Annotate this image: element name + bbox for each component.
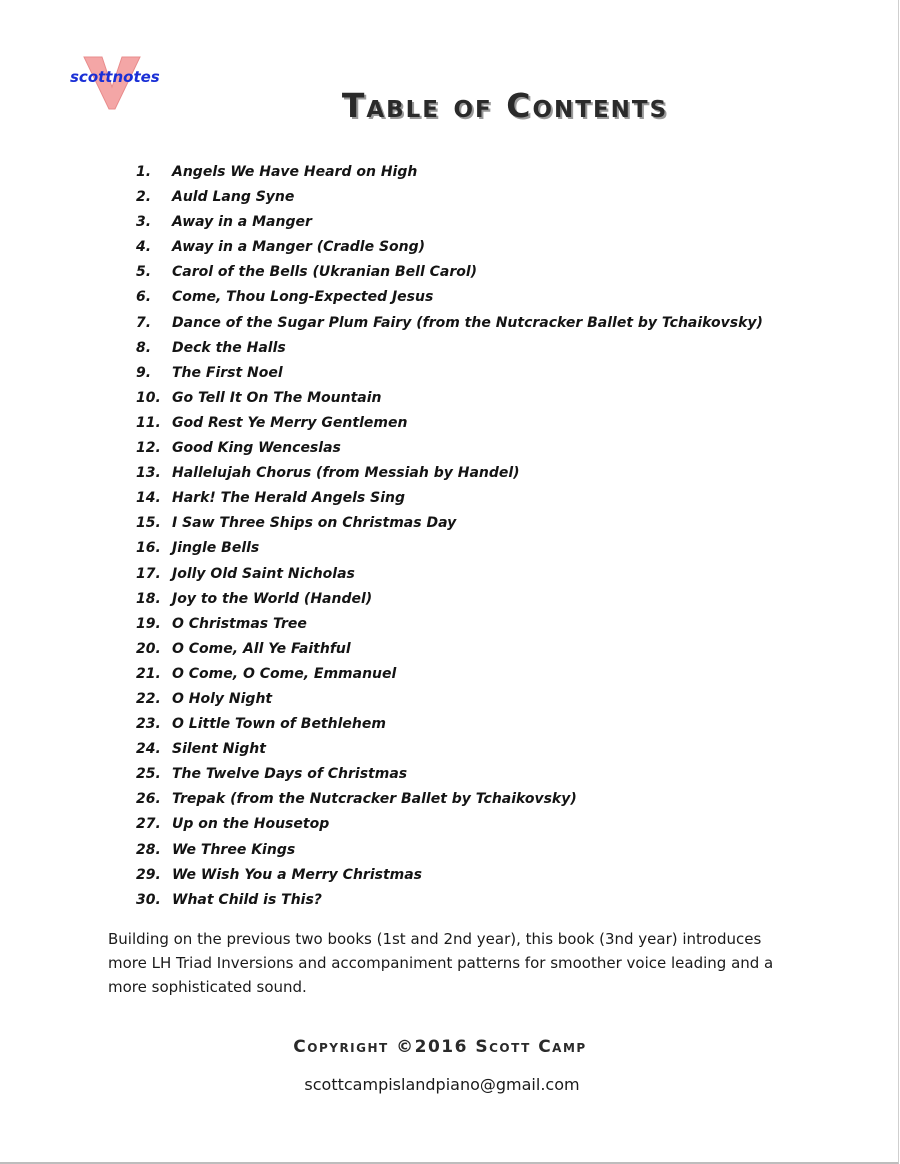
toc-item <box>136 812 763 837</box>
toc-item <box>136 787 763 812</box>
table-of-contents <box>136 160 763 913</box>
toc-item-title: Away in a Manger (Cradle Song) <box>172 239 426 256</box>
toc-item-number: 7. <box>136 314 152 331</box>
toc-item-title: Hallelujah Chorus (from Messiah by Handel) <box>172 465 520 482</box>
toc-item-number: 10. <box>136 389 161 406</box>
toc-item-number: 28. <box>136 841 161 858</box>
toc-item <box>136 637 763 662</box>
toc-item-title: Jingle Bells <box>172 540 260 557</box>
toc-item <box>136 160 763 185</box>
toc-item-number: 2. <box>136 189 152 206</box>
toc-item-title: Jolly Old Saint Nicholas <box>172 565 355 582</box>
toc-item-title: Auld Lang Syne <box>172 189 295 206</box>
toc-item-title: God Rest Ye Merry Gentlemen <box>172 414 408 431</box>
toc-item-number: 15. <box>136 515 161 532</box>
toc-item-number: 4. <box>136 239 152 256</box>
copyright-notice: Copyright ©2016 Scott Camp <box>293 1037 587 1057</box>
toc-item-title: Deck the Halls <box>172 339 286 356</box>
toc-item-number: 27. <box>136 816 161 833</box>
toc-item-number: 21. <box>136 665 161 682</box>
toc-item <box>136 311 763 336</box>
toc-item <box>136 185 763 210</box>
toc-item-title: Dance of the Sugar Plum Fairy (from the Nutcracker Ballet by Tchaikovsky) <box>172 314 763 331</box>
toc-item-number: 20. <box>136 640 161 657</box>
toc-item-number: 8. <box>136 339 152 356</box>
toc-item-number: 19. <box>136 615 161 632</box>
toc-item <box>136 235 763 260</box>
toc-item-number: 5. <box>136 264 152 281</box>
toc-item-title: What Child is This? <box>172 891 322 908</box>
toc-item-number: 17. <box>136 565 161 582</box>
toc-item-title: Angels We Have Heard on High <box>172 164 418 180</box>
toc-item-title: The First Noel <box>172 364 283 381</box>
toc-item-title: Come, Thou Long-Expected Jesus <box>172 289 434 306</box>
toc-item-number: 23. <box>136 716 161 733</box>
toc-item-title: Hark! The Herald Angels Sing <box>172 490 405 507</box>
toc-item-title: Trepak (from the Nutcracker Ballet by Tchaikovsky) <box>172 791 577 808</box>
toc-item-title: Carol of the Bells (Ukranian Bell Carol) <box>172 264 478 281</box>
toc-item-number: 22. <box>136 690 161 707</box>
toc-item <box>136 687 763 712</box>
toc-item-number: 16. <box>136 540 161 557</box>
toc-item-number: 29. <box>136 866 161 883</box>
logo-text: scottnotes <box>70 68 160 86</box>
toc-item-number: 12. <box>136 440 161 457</box>
toc-item-number: 18. <box>136 590 161 607</box>
toc-item-number: 3. <box>136 214 152 231</box>
toc-item <box>136 361 763 386</box>
toc-item-number: 9. <box>136 364 152 381</box>
toc-item <box>136 511 763 536</box>
toc-item-title: Silent Night <box>172 741 266 758</box>
toc-item <box>136 436 763 461</box>
toc-item-number: 24. <box>136 741 161 758</box>
contact-email: scottcampislandpiano@gmail.com <box>304 1075 580 1094</box>
toc-item-title: O Christmas Tree <box>172 615 307 632</box>
toc-item-number: 6. <box>136 289 152 306</box>
toc-item <box>136 562 763 587</box>
toc-item-title: Joy to the World (Handel) <box>172 590 373 607</box>
toc-item-title: O Little Town of Bethlehem <box>172 716 386 733</box>
toc-item-title: Away in a Manger <box>172 214 312 231</box>
toc-item-number: 1. <box>136 164 152 180</box>
toc-item-title: Up on the Housetop <box>172 816 330 833</box>
toc-item-title: I Saw Three Ships on Christmas Day <box>172 515 457 532</box>
toc-item-title: The Twelve Days of Christmas <box>172 766 408 783</box>
toc-item <box>136 461 763 486</box>
page-title: Table of Contents <box>341 86 669 125</box>
toc-item-title: O Come, All Ye Faithful <box>172 640 351 657</box>
toc-item <box>136 662 763 687</box>
toc-item-number: 26. <box>136 791 161 808</box>
toc-item-title: O Come, O Come, Emmanuel <box>172 665 397 682</box>
book-description: Building on the previous two books (1st and 2nd year), this book (3nd year) introduces more LH Triad Inversions and accompaniment patterns for smoother voice leading and a more sophisticated sound. <box>108 930 774 996</box>
toc-item <box>136 712 763 737</box>
toc-item-title: O Holy Night <box>172 690 273 707</box>
toc-item <box>136 863 763 888</box>
toc-item <box>136 210 763 235</box>
toc-item <box>136 336 763 361</box>
toc-item <box>136 486 763 511</box>
toc-item <box>136 411 763 436</box>
toc-item-title: We Three Kings <box>172 841 296 858</box>
toc-item <box>136 762 763 787</box>
toc-item-title: We Wish You a Merry Christmas <box>172 866 423 883</box>
toc-item <box>136 285 763 310</box>
toc-item-number: 13. <box>136 465 161 482</box>
toc-item-number: 11. <box>136 414 161 431</box>
toc-item <box>136 888 763 913</box>
toc-item <box>136 612 763 637</box>
toc-item-title: Good King Wenceslas <box>172 440 341 457</box>
toc-item <box>136 838 763 863</box>
toc-item-number: 14. <box>136 490 161 507</box>
toc-item <box>136 386 763 411</box>
toc-item <box>136 536 763 561</box>
toc-item <box>136 260 763 285</box>
toc-item-number: 25. <box>136 766 161 783</box>
toc-item-title: Go Tell It On The Mountain <box>172 389 382 406</box>
toc-item <box>136 587 763 612</box>
toc-item <box>136 737 763 762</box>
toc-item-number: 30. <box>136 891 161 908</box>
